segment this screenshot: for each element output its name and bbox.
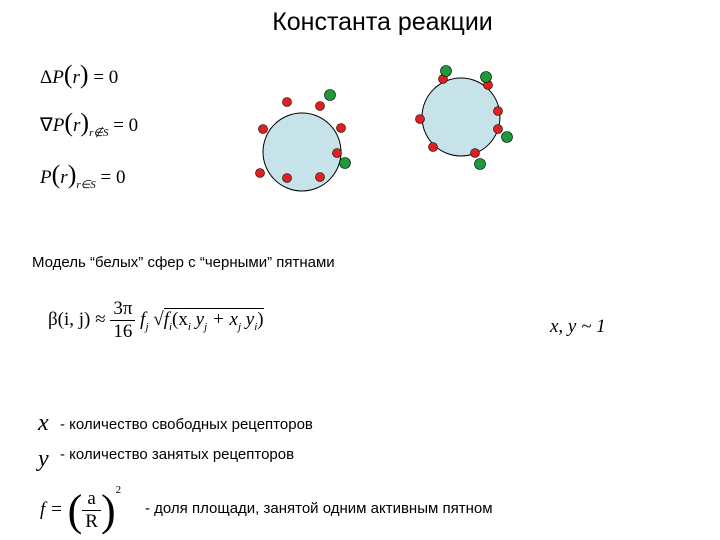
page-title: Константа реакции (272, 8, 493, 36)
y-description: - количество занятых рецепторов (60, 446, 295, 463)
receptor-free (283, 98, 292, 107)
x-description: - количество свободных рецепторов (60, 416, 313, 433)
receptor-free (429, 143, 438, 152)
receptor-free (316, 173, 325, 182)
receptor-free (283, 174, 292, 183)
receptor-free (333, 149, 342, 158)
receptor-free (494, 107, 503, 116)
f-formula: f = ( $\frac{a}{R}$ )$^2$ (40, 484, 122, 536)
receptor-free (259, 125, 268, 134)
receptor-bound (441, 66, 452, 77)
model-caption: Модель “белых” сфер с “черными” пятнами (32, 254, 335, 271)
receptor-bound (475, 159, 486, 170)
receptor-bound (325, 90, 336, 101)
beta-formula: β(i, j) ≈ $\frac{3\pi}{16}$ $f_j$ $√f_i(x_i$ $y_j + x_j$ $y_i$) (48, 298, 264, 342)
equation-gradient: $\nabla P(r)_{r\notin S} = 0$ (40, 108, 139, 139)
beta-fraction: $\frac{3\pi}{16}$ (110, 298, 135, 343)
f-fraction: $\frac{a}{R}$ (82, 488, 101, 533)
xy-note: x, y ~ 1 (550, 316, 606, 337)
y-symbol: y (38, 446, 49, 472)
receptor-free (337, 124, 346, 133)
receptor-bound (340, 158, 351, 169)
x-symbol: x (38, 410, 49, 436)
receptor-free (316, 102, 325, 111)
receptor-bound (502, 132, 513, 143)
receptor-free (471, 149, 480, 158)
sphere-right (416, 66, 513, 170)
f-description: - доля площади, занятой одним активным пятном (145, 500, 493, 517)
receptor-free (256, 169, 265, 178)
receptor-bound (481, 72, 492, 83)
equation-boundary: $P(r)_{r\in S} = 0$ (40, 160, 126, 191)
equation-laplace: ΔP(r) = 0 (40, 60, 119, 89)
receptor-free (494, 125, 503, 134)
sphere-left (256, 90, 351, 192)
receptor-free (416, 115, 425, 124)
spheres-illustration (240, 55, 540, 195)
